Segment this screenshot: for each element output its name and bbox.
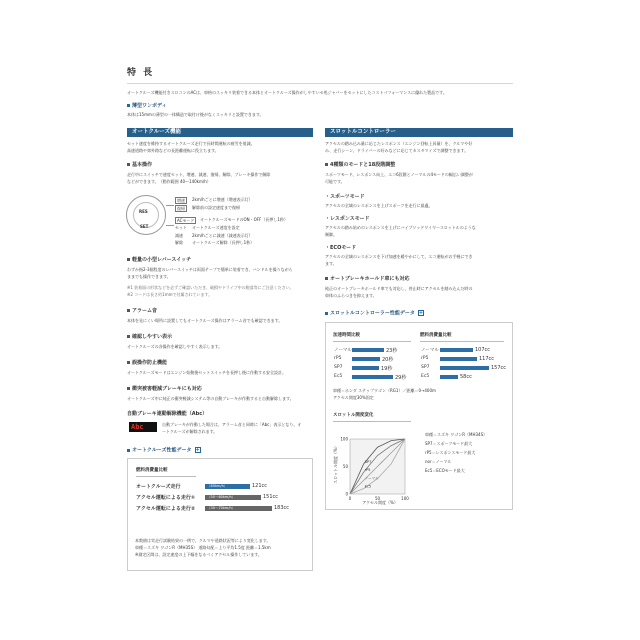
res-button-label: RES [139,209,148,214]
sport-heading: ・スポーツモード [325,194,365,200]
auto-brake-desc-2: ートクルーズが解除されます。 [162,429,218,434]
sport-text: アクセルの全域のレスポンスを上げスポーツを走行に最適。 [325,203,433,208]
modes-heading: 4種類のモードと18段階調整 [325,162,395,168]
square-bullet-icon [127,258,130,261]
eco-heading: ・ECOモード [325,245,357,251]
throttle-intro-1: アクセルの踏み込み量に応じたレスポンス（エンジン回転上昇量）を、クルマや好 [325,141,473,146]
cruise-intro-1: セット速度を維持するオートクルーズ走行で長時間運転の疲労を低減。 [127,141,255,146]
op-tag-acmode: ACモード [177,218,195,223]
hold-line-2: 車体のふらつきを抑えます。 [325,293,377,298]
bar-value: 107cc [475,347,491,353]
y-tick-label: 100 [340,436,348,442]
bar [440,348,473,352]
auto-brake-desc-1: 自動ブレーキが作動した場合は、アラーム音と同時に「Abc」表示となり、オ [162,422,302,427]
bar-range: （50〜60km/h） [207,495,236,499]
bar-label: rP5 [334,356,342,361]
compact-switch-line-1: わずか指2-3個程度のレバースイッチは両面テープで簡単に装着でき、ハンドルを操りながら [127,267,293,272]
square-bullet-icon [325,277,328,280]
op-tag-cancel: 解除 [175,240,183,245]
square-bullet-icon [127,361,130,364]
compact-switch-heading: 軽量の小型レバースイッチ [127,257,191,263]
x-tick-label: 50 [374,496,381,501]
bar [352,366,379,370]
collision-text: オートクルーズ中に純正の衝突軽減システム等の自動ブレーキが作動すると自動解除します。 [127,396,294,401]
throttle-curve-title: スロットル開度変化 [333,413,374,418]
legend-entry: Ec5＝ECOモード最大 [425,468,465,473]
throttle-curve-chart [330,424,422,506]
series-label: ノーマル [364,476,379,481]
y-tick-label: 50 [342,464,348,469]
response-line-2: 制御。 [325,232,337,237]
bar-value: 117cc [479,356,495,362]
title-rule [127,83,513,84]
square-bullet-icon [127,309,130,312]
expand-plus-icon[interactable]: + [418,310,424,316]
bar-range: （30〜70km/h） [207,506,236,510]
legend-entry: nor＝ノーマル [425,459,452,464]
op-tag-decrease: 減速 [175,233,183,238]
series-label: SP7 [364,459,372,464]
collision-heading: 衝突被害軽減ブレーキにも対応 [127,386,202,392]
op-text-cancel: オートクルーズ解除（長押し1秒） [192,240,255,245]
switch-line-1 [166,205,174,206]
op-tag-resume: 復帰 [177,206,185,211]
set-button-label: SET [140,224,149,229]
op-text-acmode: オートクルーズモードのON・OFF（長押し1秒） [200,217,288,222]
bar-label: アクセル運転による走行② [136,506,196,512]
square-bullet-icon [127,387,130,390]
bar-value: 183cc [274,505,290,511]
hold-heading: オートブレーキホールド車にも対応 [325,276,410,282]
response-line-1: アクセルの踏み始めのレスポンスを上げにハイブリッドワイヤースロットルのような [325,225,476,230]
response-heading: ・レスポンスモード [325,216,370,222]
page-title: 特 長 [127,68,155,78]
bar-label: ノーマル [334,348,352,353]
hold-line-1: 純正のオートブレーキホールド車でも対応し、停止時にアクセルを踏み込んだ時の [325,286,473,291]
bar [352,375,393,379]
legend-entry: 車種＝スズキ ワゴンR（MH34S） [425,432,488,437]
eco-line-2: ます。 [325,261,337,266]
accel-chart-title: 加速時間比較 [333,333,360,338]
compact-text: 本体は15mmの薄型の一体構造で取付け後がなくスッキリと設置できます。 [127,112,264,117]
bar-label: rP5 [421,356,429,361]
display-heading: 確認しやすい表示 [127,334,172,340]
cruise-data-heading: オートクルーズ性能データ + [127,447,201,454]
cruise-fuel-title: 燃料消費量比較 [136,468,168,473]
bar-value: 157cc [491,365,507,371]
bar-label: アクセル運転による走行① [136,495,196,501]
bar [352,357,380,361]
display-text: オートクルーズの各操作を確認しやすく表示します。 [127,344,223,349]
bar-label: SP7 [421,365,430,370]
accel-note-2: アクセル開度30%固定 [333,395,374,400]
abc-segment-display: Abc [129,422,157,432]
accel-note-1: 車種＝ホンダ ステップワゴン（RG1）／距離＝0→400m [333,388,436,393]
bar-value: 20秒 [382,357,394,363]
series-label: Ec5 [364,484,372,489]
compact-switch-note-2: ※2 コードは長さ約1mmで付属されています。 [127,292,213,297]
alarm-heading: アラーム音 [127,308,157,314]
op-text-set: オートクルーズ速度を設定 [192,225,240,230]
auto-brake-heading: 自動ブレーキ連動解除機能（Abc） [127,411,208,417]
throttle-intro-2: み、走行シーン、ドライバーの好みなどに応じてカスタマイズで調整できます。 [325,148,469,153]
basic-line-2: などができます。（動作範囲 40〜140km/h） [127,179,211,184]
accel-chart-title-rule [333,341,411,342]
bar-value: 58cc [460,374,472,380]
square-bullet-icon [127,163,130,166]
bar [440,357,477,361]
square-bullet-icon [127,104,130,107]
compact-switch-note-1: ※1 装着面の形状などを必ずご確認いただき、破損やドライブ中の脱落等にご注意ください。 [127,285,294,290]
alarm-text: 本体を見にくい場所に設置してもオートクルーズ操作はアラーム音でも確認できます。 [127,318,283,323]
op-text-resume: 解除前の設定速度まで復帰 [192,205,240,210]
square-bullet-icon [325,163,328,166]
y-tick-label: 0 [345,491,348,497]
compact-switch-line-2: ままでも操作できます。 [127,274,171,279]
x-tick-label: 100 [401,496,409,501]
throttle-section-header: スロットルコントローラー [325,128,513,137]
safety-heading: 誤操作防止機能 [127,360,167,366]
bar-value: 151cc [263,494,279,500]
bar-value: 121cc [252,483,268,489]
modes-line-1: スポーツモード、レスポンス向上、エコ6段階とノーマルの4モードの幅広い調整が [325,172,473,177]
bar-label: SP7 [334,365,343,370]
fuel-chart-title: 燃料消費量比較 [420,333,452,338]
modes-line-2: 可能です。 [325,179,345,184]
bar [352,348,384,352]
cruise-section-header: オートクルーズ機能 [127,128,313,137]
x-axis-label: アクセル開度（%） [362,500,398,505]
bar [440,375,458,379]
bar-range: （60km/h） [207,484,228,488]
cruise-intro-2: 高速道路や郊外路などの長距離運転に役立ちます。 [127,148,219,153]
bar-label: Ec5 [334,374,343,379]
bar-value: 23秒 [386,348,398,354]
bar-label: オートクルーズ走行 [136,484,181,490]
cruise-fuel-note-2: 車種＝スズキ ワゴンR（MH35S） 道路勾配＝上り平均1.5度 距離＝1.5km [135,545,271,550]
legend-entry: rP5＝レスポンスモード最大 [425,450,476,455]
y-axis-label: スロットル開度（%） [333,444,338,484]
basic-line-1: 走行中にスイッチで速度セット、増速、減速、復帰、解除、ブレーキ操作で解除 [127,172,271,177]
series-label: rP5 [364,468,371,472]
op-tag-set: セット [175,225,187,230]
cruise-fuel-note-1: 本数値は実走行試験結果の一例で、クルマや道路状況等により変化します。 [135,538,271,543]
bar-value: 29秒 [395,375,407,381]
compact-heading: 薄型ワンボディ [127,103,167,109]
expand-plus-icon[interactable]: + [195,447,200,453]
square-bullet-icon [325,312,328,315]
cruise-fuel-title-rule [136,476,196,477]
fuel-chart-title-rule [420,341,504,342]
x-tick-label: 0 [348,496,352,501]
square-bullet-icon [127,335,130,338]
switch-line-2 [166,225,174,226]
safety-text: オートクルーズモードはエンジン始動後セットスイッチを長押し後に作動する安全設計。 [127,370,287,375]
legend-entry: SP7＝スポーツモード最大 [425,441,473,446]
bar-value: 19秒 [381,366,393,372]
op-tag-increase: 増速 [177,198,185,203]
basic-heading: 基本操作 [127,162,152,168]
square-bullet-icon [127,449,130,452]
op-text-decrease: 2km/hごとに減速（減速表示灯） [192,233,253,238]
bar-label: ノーマル [421,348,439,353]
cruise-fuel-note-3: ※測定区間は、設定速度の上下幅をなるべくアクセル操作しています。 [135,552,262,557]
op-text-increase: 2km/hごとに増速（増速表示灯） [192,197,253,202]
bar-label: Ec5 [421,374,430,379]
bar [440,366,489,370]
eco-line-1: アクセルの全域のレスポンスを下げ加速を緩やかにして、エコ運転がお手軽にでき [325,254,473,259]
throttle-curve-title-rule [333,421,411,422]
intro-text: オートクルーズ機能付きスロコンのACは、車格のスッキリ装着できる本体とオートクルーズ操作がしやすいセ処ジャバーをセットにしたコストパフォーマンスに優れた製品です。 [127,90,447,95]
throttle-data-heading: スロットルコントローラー性能データ + [325,310,424,317]
